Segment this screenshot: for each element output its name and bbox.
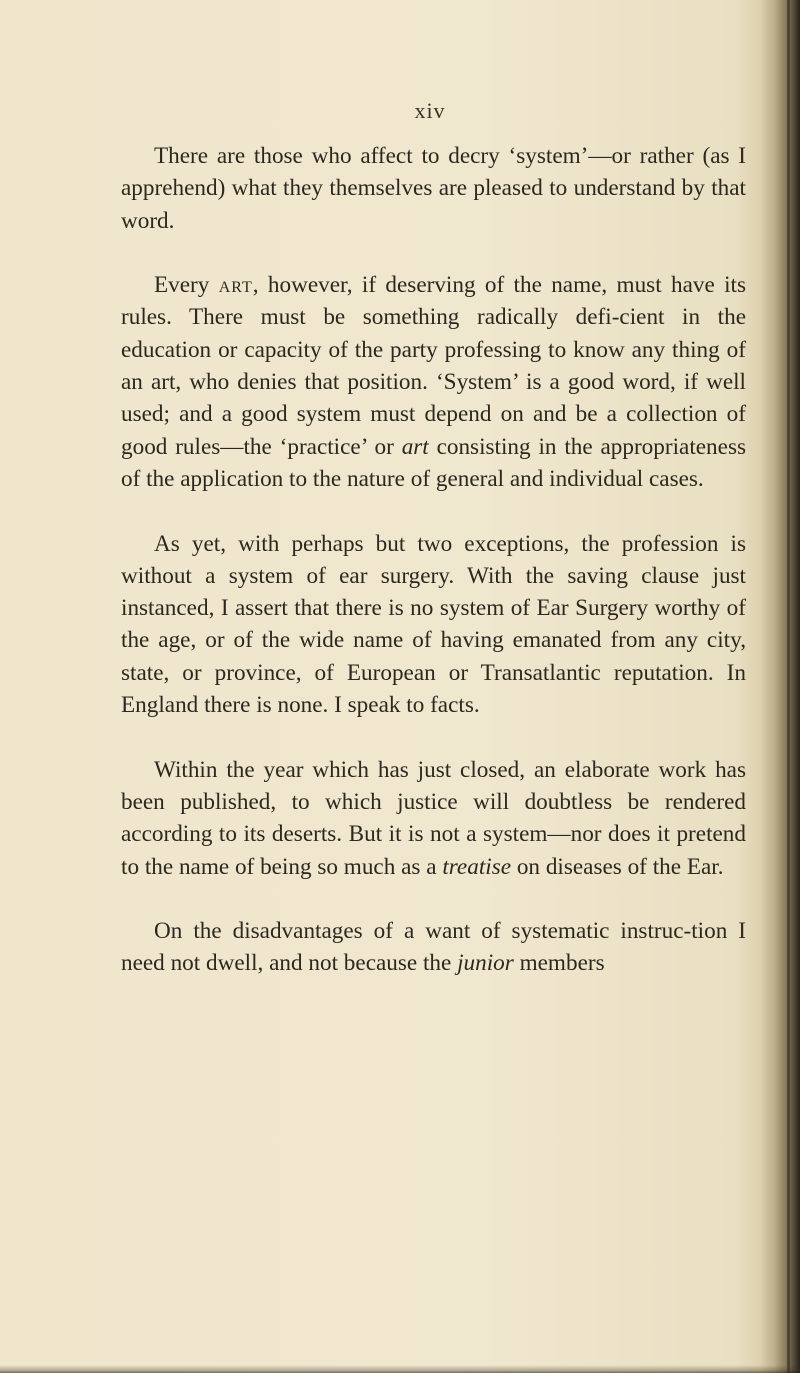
text-segment: As yet, with perhaps but two exceptions, the profession is without a system of ear surgery. With the saving clause just instanced, I assert that there is no system of Ear Surgery worthy of the age, or of the wide name of having emanated from any city, state, or province, of European or Transatlantic reputation. In England there is none. I speak to facts. xyxy=(121,530,746,719)
text-segment: consisting in the appropriateness of the application to the nature of general and individual cases. xyxy=(121,433,746,492)
page-edge-line xyxy=(787,0,790,1373)
body-text xyxy=(121,140,746,1012)
paragraph xyxy=(121,140,746,237)
text-segment: Every xyxy=(154,272,219,299)
small-caps-term: art xyxy=(218,272,253,299)
paragraph xyxy=(121,269,746,495)
italic-term: junior xyxy=(457,950,514,977)
paragraph xyxy=(121,915,746,980)
paragraph xyxy=(121,754,746,883)
italic-term: treatise xyxy=(442,853,512,880)
text-segment: There are those who affect to decry ‘system’—or rather (as I apprehend) what they themselves are pleased to understand by that word. xyxy=(121,143,746,234)
page-edge-shadow xyxy=(760,0,800,1373)
italic-term: art xyxy=(401,433,429,460)
text-segment: , however, if deserving of the name, must have its rules. There must be something radically defi-cient in the education or capacity of the party professing to know any thing of an art, who denies that position. ‘System’ is a good word, if well used; and a good system must depend on and be a collection of good rules—the ‘practice’ or xyxy=(121,272,746,460)
page-number: xiv xyxy=(414,98,446,123)
paragraph xyxy=(121,528,746,722)
text-segment: members xyxy=(513,950,605,977)
text-segment: on diseases of the Ear. xyxy=(511,853,724,880)
bottom-edge-shadow xyxy=(0,1365,800,1373)
text-segment: Within the year which has just closed, an elaborate work has been published, to which justice will doubtless be rendered according to its deserts. But it is not a system—nor does it pretend to the name of being so much as a xyxy=(121,756,746,880)
text-segment: On the disadvantages of a want of systematic instruc-tion I need not dwell, and not because the xyxy=(121,918,746,977)
